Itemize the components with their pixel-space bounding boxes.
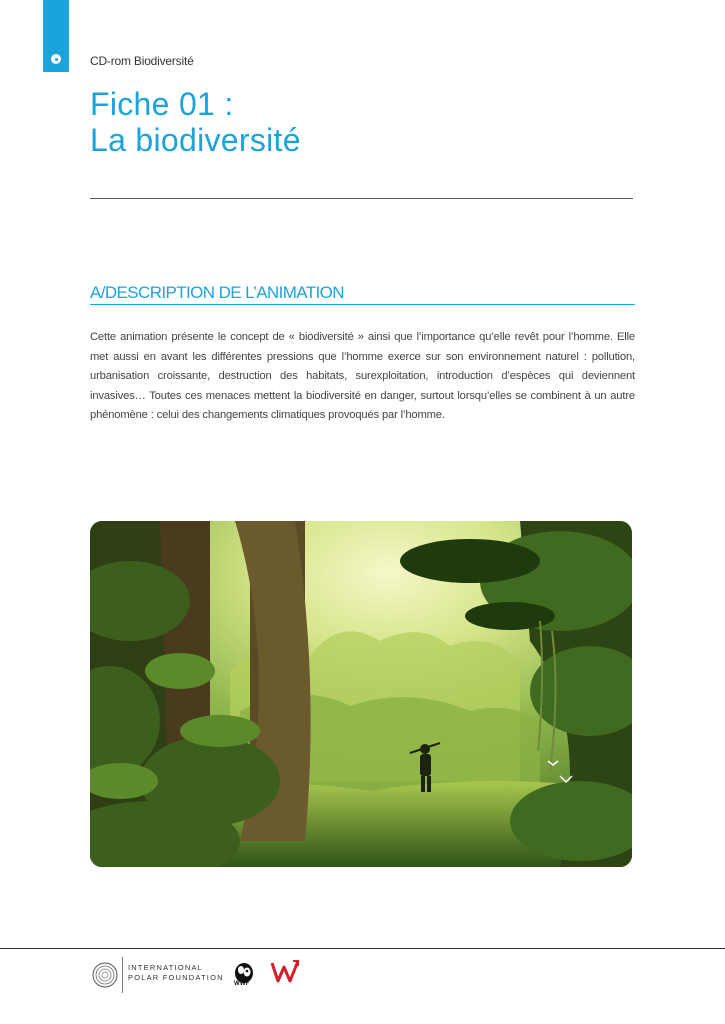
polar-foundation-logo-icon xyxy=(92,962,118,988)
page-title xyxy=(90,86,301,158)
wwf-label: WWF xyxy=(234,981,250,987)
section-paragraph xyxy=(90,328,635,426)
w-brand-logo-icon xyxy=(270,959,300,985)
section-divider xyxy=(90,304,635,305)
section-heading: A/DESCRIPTION DE L’ANIMATION xyxy=(90,283,344,302)
polar-foundation-wordmark xyxy=(128,963,224,982)
footer-logo-divider xyxy=(122,957,123,993)
polar-foundation-line-1: INTERNATIONAL xyxy=(128,963,204,972)
jungle-illustration xyxy=(90,521,632,867)
side-tab xyxy=(43,0,69,72)
title-line-2: La biodiversité xyxy=(90,122,301,158)
document-header: CD-rom Biodiversité xyxy=(90,54,194,68)
title-divider xyxy=(90,198,633,199)
paragraph-text: Cette animation présente le concept de « biodiversité » ainsi que l’importance qu’elle revêt pour l’homme. Elle met aussi en avant les différentes pressions que l’homme exerce sur son environnement naturel : pollution, urbanisation croissante, destruction des habitats, surexploitation, introduction d’espèces qui deviennent invasives… Toutes ces menaces mettent la biodiversité en danger, surtout lorsqu’elles se combinent à un autre phénomène : celui des changements climatiques provoqués par l’homme. xyxy=(90,331,635,421)
jungle-scene xyxy=(90,521,632,867)
footer xyxy=(0,949,725,1024)
polar-foundation-line-2: POLAR FOUNDATION xyxy=(128,972,224,982)
bullet-icon xyxy=(51,54,61,64)
title-line-1: Fiche 01 : xyxy=(90,86,234,122)
